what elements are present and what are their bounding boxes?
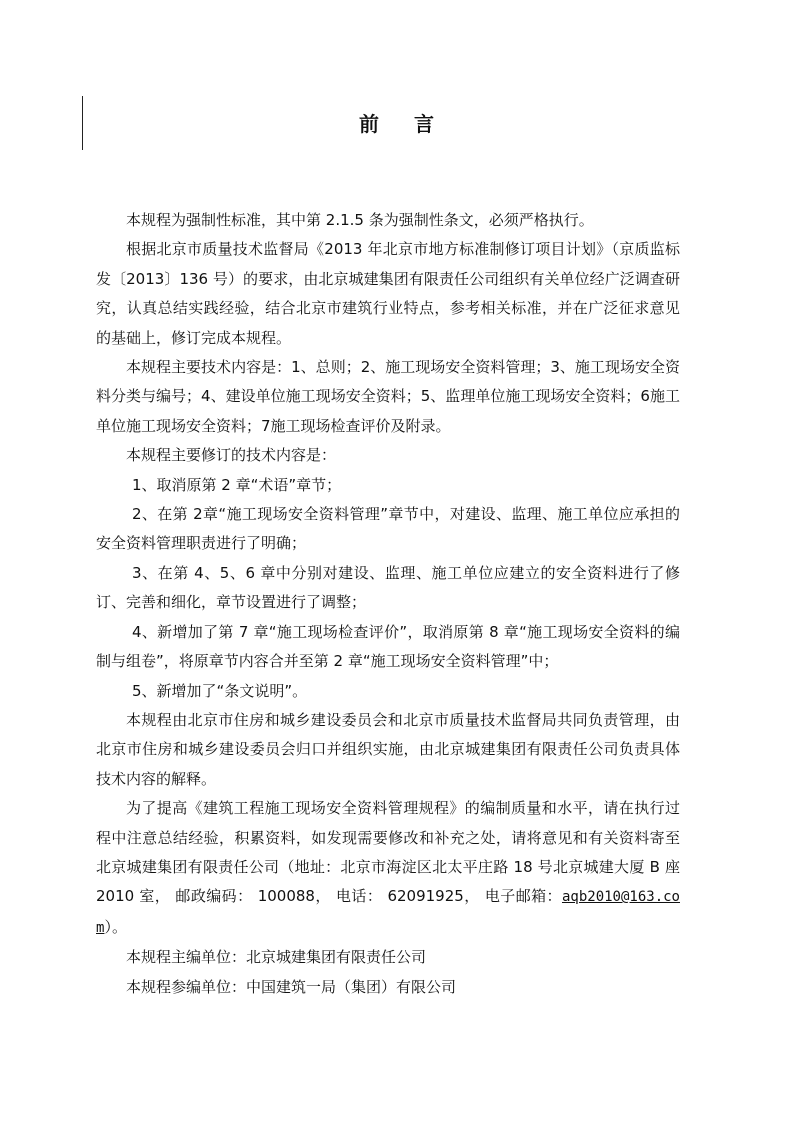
paragraph-management: 本规程由北京市住房和城乡建设委员会和北京市质量技术监督局共同负责管理，由北京市住房和城乡建设委员会归口并组织实施，由北京城建集团有限责任公司负责具体技术内容的解释。 xyxy=(96,710,680,788)
paragraph-revision-intro: 本规程主要修订的技术内容是： xyxy=(126,446,337,465)
chief-editor-unit: 本规程主编单位：北京城建集团有限责任公司 xyxy=(126,948,427,967)
document-body xyxy=(96,206,680,1002)
revision-item-3: 3、在第 4、5、6 章中分别对建设、监理、施工单位应建立的安全资料进行了修订、完善和细化，章节设置进行了调整； xyxy=(96,563,680,612)
paragraph-main-content: 本规程主要技术内容是：1、总则；2、施工现场安全资料管理；3、施工现场安全资料分类与编号；4、建设单位施工现场安全资料；5、监理单位施工现场安全资料；6施工单位施工现场安全资料；7施工现场检查评价及附录。 xyxy=(96,358,680,435)
email-link[interactable]: aqb2010@163.com xyxy=(96,889,680,936)
feedback-closing: ）。 xyxy=(104,917,127,936)
revision-item-4: 4、新增加了第 7 章“施工现场检查评价”，取消原第 8 章“施工现场安全资料的编制与组卷”，将原章节内容合并至第 2 章“施工现场安全资料管理”中； xyxy=(96,622,680,671)
paragraph-basis: 根据北京市质量技术监督局《2013 年北京市地方标准制修订项目计划》（京质监标发〔2013〕136 号）的要求，由北京城建集团有限责任公司组织有关单位经广泛调查研究，认真总结实践经验，结合北京市建筑行业特点，参考相关标准，并在广泛征求意见的基础上，修订完成本规程。 xyxy=(96,240,680,347)
revision-item-2: 2、在第 2章“施工现场安全资料管理”章节中，对建设、监理、施工单位应承担的安全资料管理职责进行了明确； xyxy=(96,505,680,553)
revision-item-5: 5、新增加了“条文说明”。 xyxy=(132,681,308,700)
co-editor-unit: 本规程参编单位：中国建筑一局（集团）有限公司 xyxy=(126,977,457,996)
paragraph-mandatory: 本规程为强制性标准，其中第 2.1.5 条为强制性条文，必须严格执行。 xyxy=(126,211,594,229)
feedback-text: 为了提高《建筑工程施工现场安全资料管理规程》的编制质量和水平，请在执行过程中注意总结经验，积累资料，如发现需要修改和补充之处，请将意见和有关资料寄至北京城建集团有限责任公司（地址：北京市海淀区北太平庄路 18 号北京城建大厦 B 座 2010 室， 邮政编码： 100088， 电话： 62091925， 电子邮箱： xyxy=(96,799,680,906)
paragraph-feedback xyxy=(96,794,680,943)
revision-item-1: 1、取消原第 2 章“术语”章节； xyxy=(132,475,342,494)
page-title: 前 言 xyxy=(359,112,448,136)
